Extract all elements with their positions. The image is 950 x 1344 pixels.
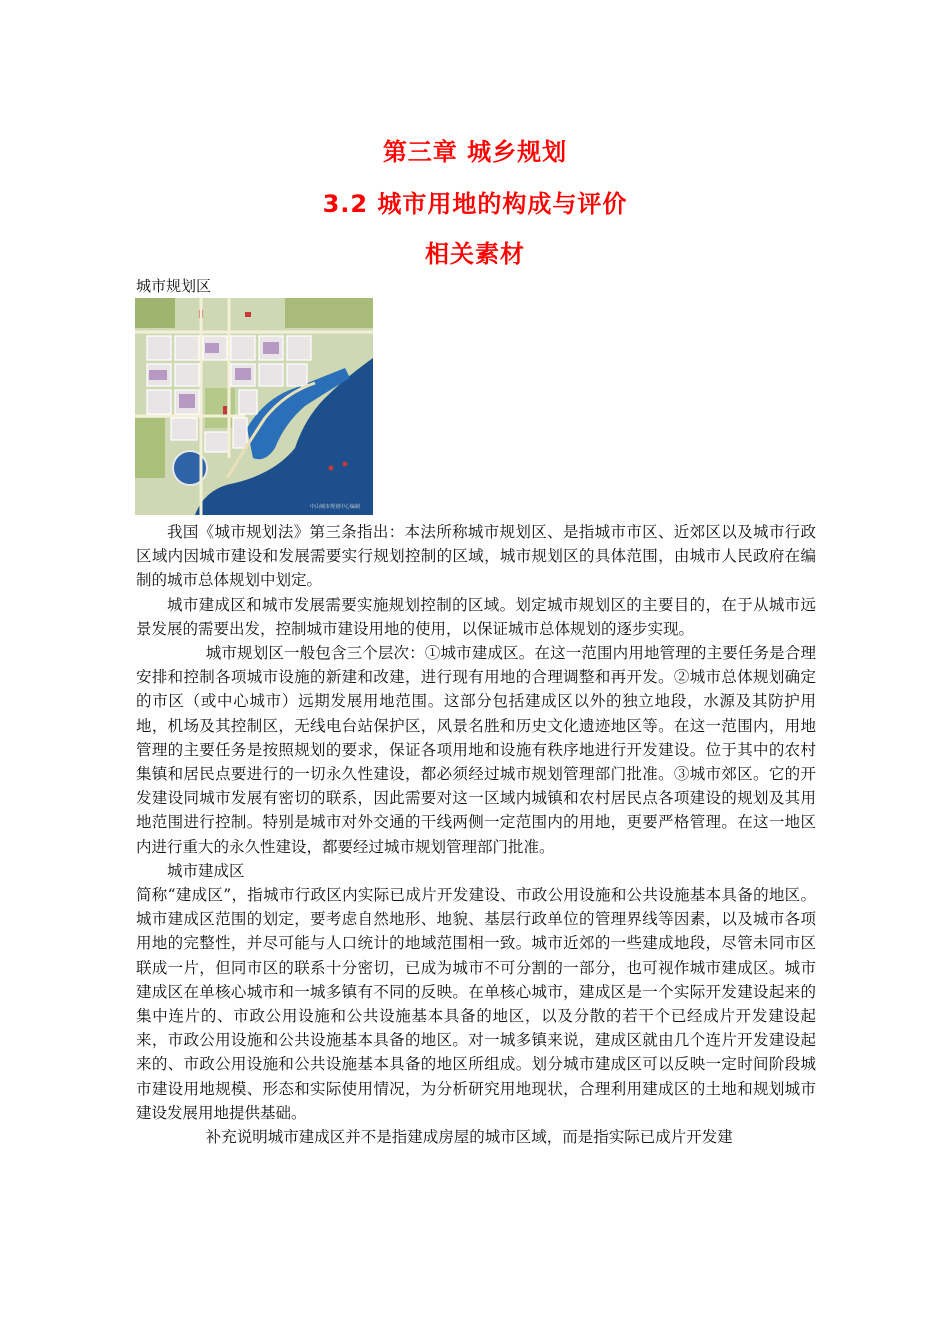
map-stamp-text: 中山城市规划中心编制 [310, 504, 361, 510]
chapter-title: 第三章 城乡规划 [382, 138, 568, 166]
paragraph: 城市建成区和城市发展需要实施规划控制的区域。划定城市规划区的主要目的，在于从城市远景发展的需要出发，控制城市建设用地的使用，以保证城市总体规划的逐步实现。 [136, 595, 816, 638]
paragraph: 我国《城市规划法》第三条指出：本法所称城市规划区、是指城市市区、近郊区以及城市行政区域内因城市建设和发展需要实行规划控制的区域，城市规划区的具体范围，由城市人民政府在编制的城市总体规划中划定。 [136, 523, 816, 590]
city-planning-map [135, 298, 373, 515]
paragraph: 补充说明城市建成区并不是指建成房屋的城市区域，而是指实际已成片开发建 [205, 1128, 733, 1147]
section-heading: 城市建成区 [167, 861, 245, 880]
paragraph: 城市规划区一般包含三个层次：①城市建成区。在这一范围内用地管理的主要任务是合理安排和控制各项城市设施的新建和改建，进行现有用地的合理调整和再开发。②城市总体规划确定的市区（或中心城市）远期发展用地范围。这部分包括建成区以外的独立地段，水源及其防护用地，机场及其控制区，无线电台站保护区，风景名胜和历史文化遗迹地区等。在这一范围内，用地管理的主要任务是按照规划的要求，保证各项用地和设施有秩序地进行开发建设。位于其中的农村集镇和居民点要进行的一切永久性建设，都必须经过城市规划管理部门批准。③城市郊区。它的开发建设同城市发展有密切的联系，因此需要对这一区域内城镇和农村居民点各项建设的规划及其用地范围进行控制。特别是城市对外交通的干线两侧一定范围内的用地，更要严格管理。在这一地区内进行重大的永久性建设，都要经过城市规划管理部门批准。 [136, 644, 816, 856]
paragraph: 简称“建成区”，指城市行政区内实际已成片开发建设、市政公用设施和公共设施基本具备的地区。城市建成区范围的划定，要考虑自然地形、地貌、基层行政单位的管理界线等因素，以及城市各项用地的完整性，并尽可能与人口统计的地域范围相一致。城市近郊的一些建成地段，尽管未同市区联成一片，但同市区的联系十分密切，已成为城市不可分割的一部分，也可视作城市建成区。城市建成区在单核心城市和一城多镇有不同的反映。在单核心城市，建成区是一个实际开发建设起来的集中连片的、市政公用设施和公共设施基本具备的地区，以及分散的若干个已经成片开发建设起来，市政公用设施和公共设施基本具备的地区。对一城多镇来说，建成区就由几个连片开发建设起来的、市政公用设施和公共设施基本具备的地区所组成。划分城市建成区可以反映一定时间阶段城市建设用地规模、形态和实际使用情况，为分析研究用地现状，合理利用建成区的土地和规划城市建设发展用地提供基础。 [136, 886, 816, 1122]
subsection-title: 相关素材 [425, 240, 525, 268]
figure-caption: 城市规划区 [136, 277, 212, 295]
article-body [136, 520, 816, 1149]
section-title: 3.2 城市用地的构成与评价 [322, 190, 628, 218]
